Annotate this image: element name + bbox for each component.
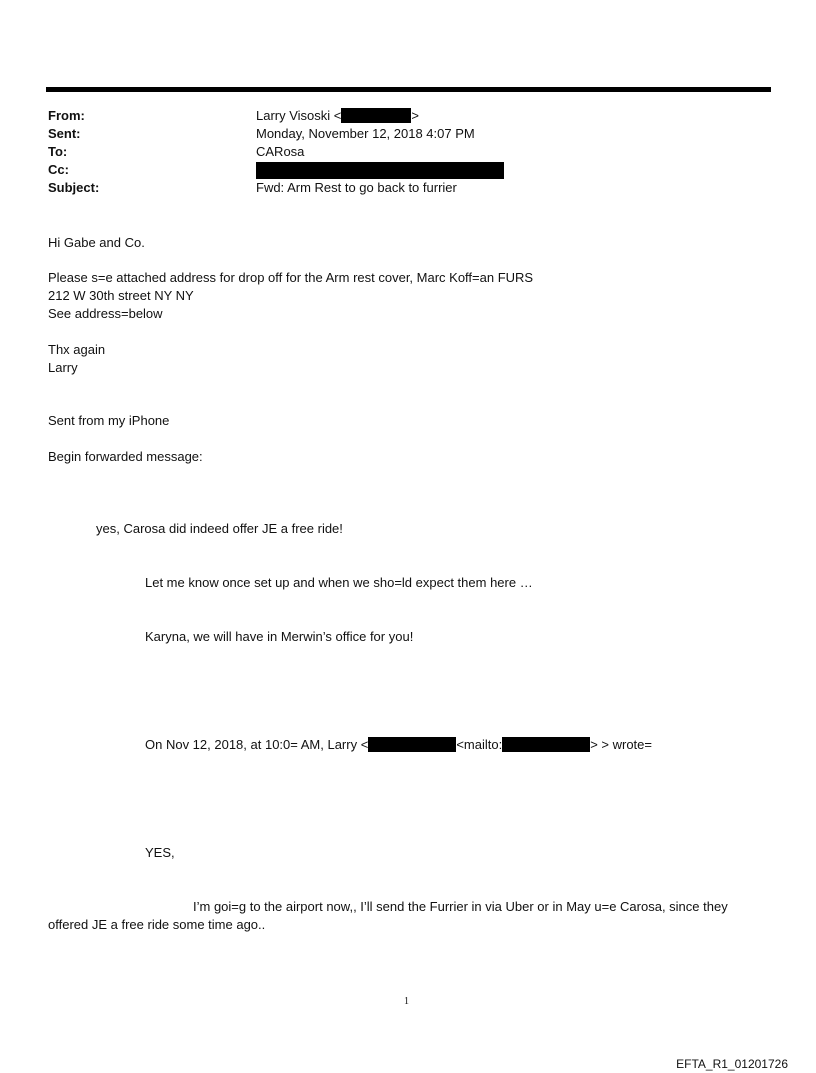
thanks: Thx again <box>48 342 106 357</box>
from-name: Larry Visoski < <box>256 108 342 123</box>
sent-label: Sent: <box>48 126 81 141</box>
from-close: > <box>411 108 419 123</box>
on-date-suffix: > > wrote= <box>590 737 652 752</box>
signature: Larry <box>48 360 78 375</box>
final-line-2: offered JE a free ride some time ago.. <box>48 917 266 932</box>
sent-from: Sent from my iPhone <box>48 413 170 428</box>
quote-line-2: Let me know once set up and when we sho=ld expect them here … <box>145 575 533 590</box>
on-date-mailto: <mailto: <box>456 737 503 752</box>
on-date-prefix: On Nov 12, 2018, at 10:0= AM, Larry < <box>145 737 369 752</box>
page-number: 1 <box>404 996 409 1007</box>
yes-line: YES, <box>145 845 175 860</box>
cc-label: Cc: <box>48 162 69 177</box>
body-line-2: 212 W 30th street NY NY <box>48 288 194 303</box>
subject-label: Subject: <box>48 180 100 195</box>
subject-value: Fwd: Arm Rest to go back to furrier <box>256 180 457 195</box>
quote-line-3: Karyna, we will have in Merwin’s office for you! <box>145 629 414 644</box>
on-date-line <box>145 736 652 754</box>
to-label: To: <box>48 144 68 159</box>
redaction-mailto-email <box>502 737 590 752</box>
bates-number: EFTA_R1_01201726 <box>676 1057 788 1071</box>
to-value: CARosa <box>256 144 305 159</box>
redaction-from-email <box>341 108 411 123</box>
greeting: Hi Gabe and Co. <box>48 235 145 250</box>
sent-value: Monday, November 12, 2018 4:07 PM <box>256 126 475 141</box>
header-rule <box>46 87 771 92</box>
final-line-1: I’m goi=g to the airport now,, I’ll send the Furrier in via Uber or in May u=e Carosa, since they <box>193 899 728 914</box>
body-line-3: See address=below <box>48 306 163 321</box>
redaction-cc <box>256 162 504 179</box>
body-line-1: Please s=e attached address for drop off for the Arm rest cover, Marc Koff=an FURS <box>48 270 534 285</box>
redaction-larry-email <box>368 737 456 752</box>
from-label: From: <box>48 108 85 123</box>
quote-line-1: yes, Carosa did indeed offer JE a free ride! <box>96 521 343 536</box>
from-value <box>256 107 419 125</box>
forward-intro: Begin forwarded message: <box>48 449 203 464</box>
